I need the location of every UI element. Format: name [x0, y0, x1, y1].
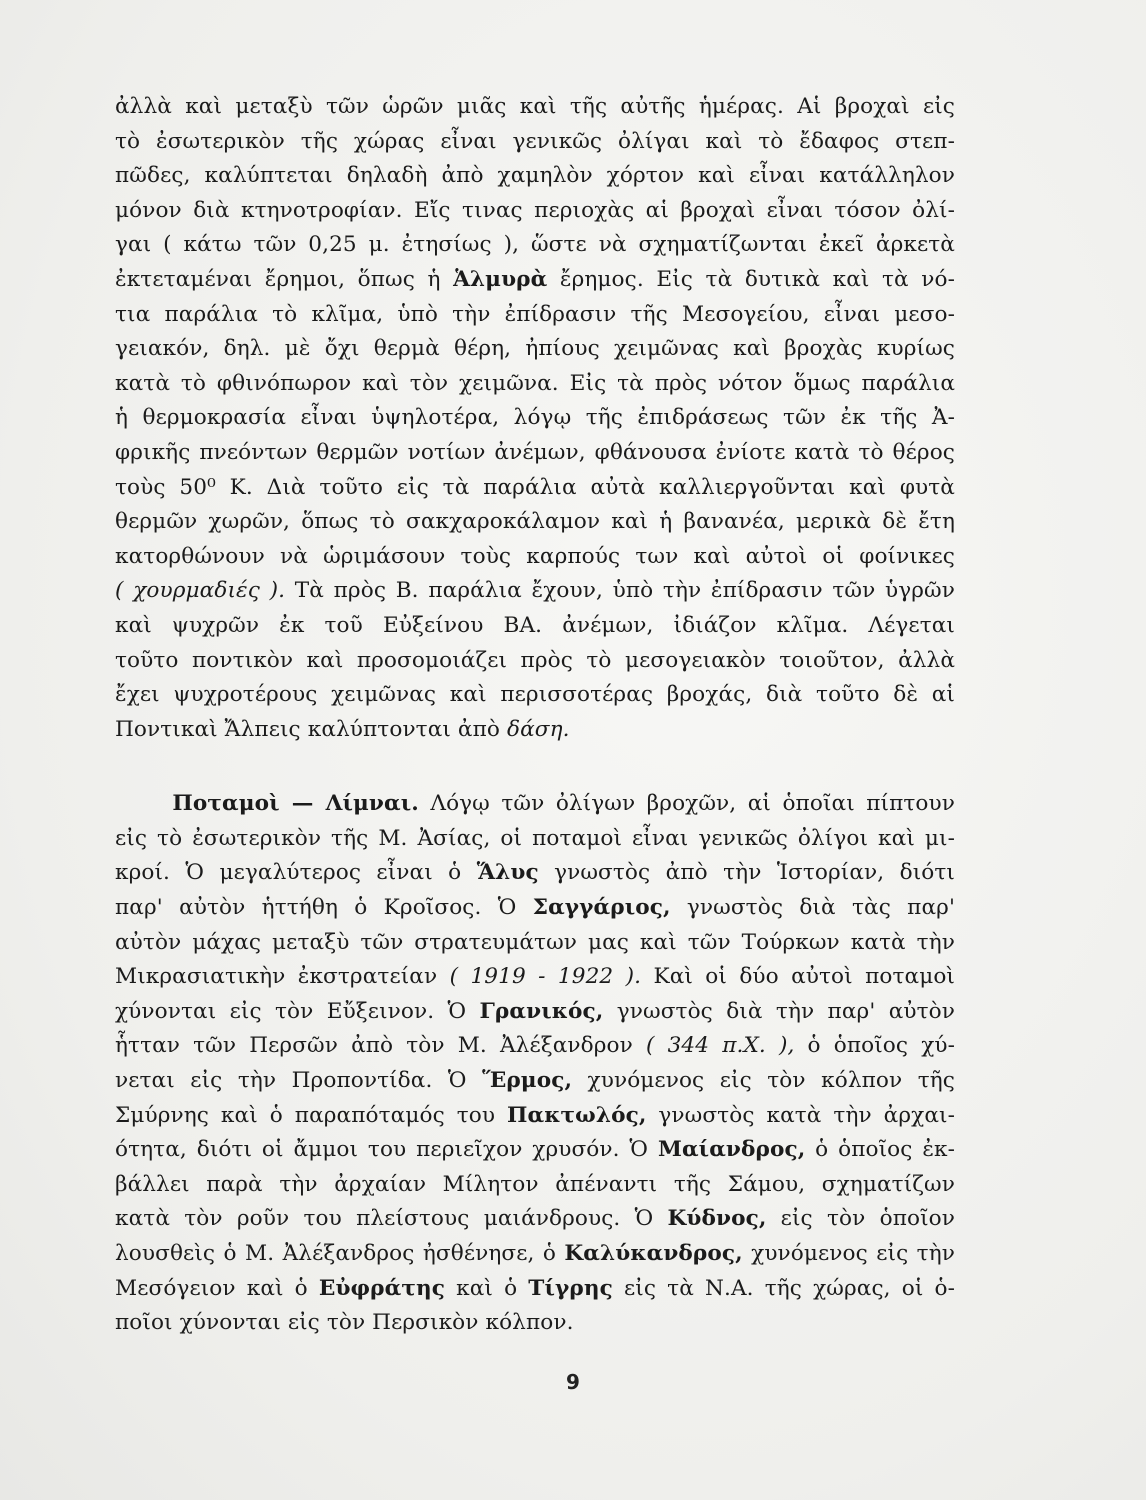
text-line: ότητα, διότι οἱ ἄμμοι του περιεῖχον χρυσόν. Ὁ Μαίανδρος, ὁ ὁποῖος ἐκ- [115, 1137, 955, 1163]
text-line: Μεσόγειον καὶ ὁ Εὐφράτης καὶ ὁ Τίγρης εἰς τὰ Ν.Α. τῆς χώρας, οἱ ὁ- [115, 1275, 955, 1301]
text-line: ἔχει ψυχροτέρους χειμῶνας καὶ περισσοτέρας βροχάς, διὰ τοῦτο δὲ αἱ [115, 682, 955, 708]
text-line: κατὰ τὸ φθινόπωρον καὶ τὸν χειμῶνα. Εἰς τὰ πρὸς νότον ὅμως παράλια [115, 370, 955, 396]
text-line: μόνον διὰ κτηνοτροφίαν. Εἴς τινας περιοχὰς αἱ βροχαὶ εἶναι τόσον ὀλί- [115, 197, 955, 223]
text-line: πῶδες, καλύπτεται δηλαδὴ ἀπὸ χαμηλὸν χόρτον καὶ εἶναι κατάλληλον [115, 163, 955, 189]
text-line: κροί. Ὁ μεγαλύτερος εἶναι ὁ Ἅλυς γνωστὸς ἀπὸ τὴν Ἱστορίαν, διότι [115, 860, 955, 886]
term-almyra: Ἁλμυρὰ [453, 266, 548, 292]
text-line: θερμῶν χωρῶν, ὅπως τὸ σακχαροκάλαμον καὶ ἡ βανανέα, μερικὰ δὲ ἔτη [115, 509, 955, 535]
text-line: τια παράλια τὸ κλῖμα, ὑπὸ τὴν ἐπίδρασιν τῆς Μεσογείου, εἶναι μεσο- [115, 301, 955, 327]
text-line: κατὰ τὸν ροῦν του πλείστους μαιάνδρους. Ὁ Κύδνος, εἰς τὸν ὁποῖον [115, 1206, 955, 1232]
text-line: παρ' αὐτὸν ἡττήθη ὁ Κροῖσος. Ὁ Σαγγάριος, γνωστὸς διὰ τὰς παρ' [115, 895, 955, 921]
text-line: ( χουρμαδιές ). Τὰ πρὸς Β. παράλια ἔχουν, ὑπὸ τὴν ἐπίδρασιν τῶν ὑγρῶν [115, 578, 955, 604]
page-number: 9 [566, 1370, 580, 1394]
text-line: Σμύρνης καὶ ὁ παραπόταμός του Πακτωλός, γνωστὸς κατὰ τὴν ἀρχαι- [115, 1102, 955, 1128]
text-line: αὐτὸν μάχας μεταξὺ τῶν στρατευμάτων μας καὶ τῶν Τούρκων κατὰ τὴν [115, 929, 955, 955]
text-line: τὸ ἐσωτερικὸν τῆς χώρας εἶναι γενικῶς ὀλίγαι καὶ τὸ ἔδαφος στεπ- [115, 128, 955, 154]
text-line: γαι ( κάτω τῶν 0,25 μ. ἐτησίως ), ὥστε νὰ σχηματίζωνται ἐκεῖ ἀρκετὰ [115, 232, 955, 258]
text-line: ποῖοι χύνονται εἰς τὸν Περσικὸν κόλπον. [115, 1310, 574, 1336]
text-line: καὶ ψυχρῶν ἐκ τοῦ Εὐξείνου ΒΑ. ἀνέμων, ἰδιάζον κλῖμα. Λέγεται [115, 612, 955, 638]
text-line: εἰς τὸ ἐσωτερικὸν τῆς Μ. Ἀσίας, οἱ ποταμοὶ εἶναι γενικῶς ὀλίγοι καὶ μι- [115, 825, 955, 851]
text-line: τοὺς 50⁰ Κ. Διὰ τοῦτο εἰς τὰ παράλια αὐτὰ καλλιεργοῦνται καὶ φυτὰ [115, 474, 955, 500]
text-line: ἧτταν τῶν Περσῶν ἀπὸ τὸν Μ. Ἀλέξανδρον ( 344 π.Χ. ), ὁ ὁποῖος χύ- [115, 1033, 956, 1059]
text-line: ἀλλὰ καὶ μεταξὺ τῶν ὡρῶν μιᾶς καὶ τῆς αὐτῆς ἡμέρας. Αἱ βροχαὶ εἰς [115, 94, 955, 119]
text-line: Ποντικαὶ Ἄλπεις καλύπτονται ἀπὸ δάση. [115, 716, 570, 742]
bleed-through-text [1026, 320, 1066, 1080]
paragraph-gap [115, 747, 955, 787]
text-line: Ποταμοὶ — Λίμναι. Λόγῳ τῶν ὀλίγων βροχῶν, αἱ ὁποῖαι πίπτουν [172, 791, 955, 817]
text-line: γειακόν, δηλ. μὲ ὄχι θερμὰ θέρη, ἠπίους χειμῶνας καὶ βροχὰς κυρίως [115, 336, 955, 362]
text-line: τοῦτο ποντικὸν καὶ προσομοιάζει πρὸς τὸ μεσογειακὸν τοιοῦτον, ἀλλὰ [115, 647, 955, 673]
section-heading: Ποταμοὶ — Λίμναι. [172, 791, 419, 817]
text-line: Μικρασιατικὴν ἐκστρατείαν ( 1919 - 1922 ). Καὶ οἱ δύο αὐτοὶ ποταμοὶ [115, 964, 955, 990]
text-line: κατορθώνουν νὰ ὡριμάσουν τοὺς καρπούς των καὶ αὐτοὶ οἱ φοίνικες [115, 543, 955, 569]
text-line: ἐκτεταμέναι ἔρημοι, ὅπως ἡ Ἁλμυρὰ ἔρημος. Εἰς τὰ δυτικὰ καὶ τὰ νό- [115, 266, 955, 292]
text-line: φρικῆς πνεόντων θερμῶν νοτίων ἀνέμων, φθάνουσα ἐνίοτε κατὰ τὸ θέρος [115, 439, 955, 465]
body-text [115, 90, 955, 1341]
text-line: χύνονται εἰς τὸν Εὔξεινον. Ὁ Γρανικός, γνωστὸς διὰ τὴν παρ' αὐτὸν [115, 998, 955, 1024]
text-line: νεται εἰς τὴν Προποντίδα. Ὁ Ἕρμος, χυνόμενος εἰς τὸν κόλπον τῆς [115, 1068, 955, 1094]
text-line: βάλλει παρὰ τὴν ἀρχαίαν Μίλητον ἀπέναντι τῆς Σάμου, σχηματίζων [115, 1171, 955, 1197]
text-line: λουσθεὶς ὁ Μ. Ἀλέξανδρος ἠσθένησε, ὁ Καλύκανδρος, χυνόμενος εἰς τὴν [115, 1241, 955, 1266]
text-line: ἡ θερμοκρασία εἶναι ὑψηλοτέρα, λόγῳ τῆς ἐπιδράσεως τῶν ἐκ τῆς Ἀ- [115, 405, 955, 431]
